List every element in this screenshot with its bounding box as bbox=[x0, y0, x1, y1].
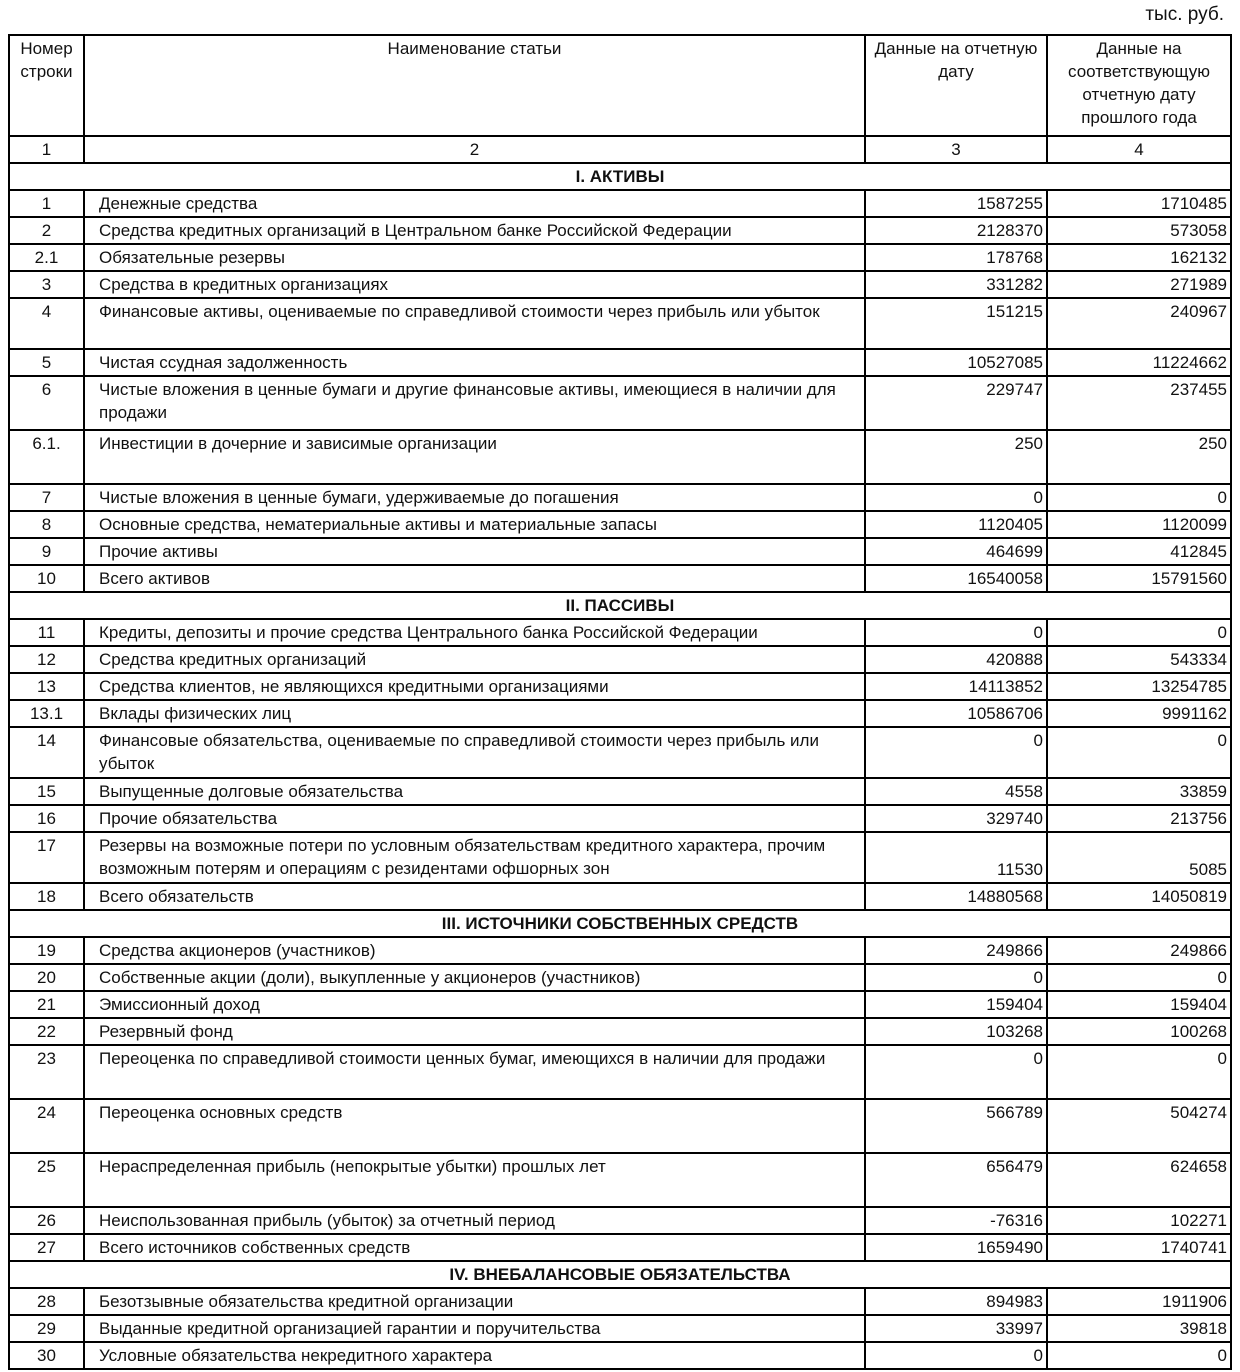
header-previous-year: Данные на соответствующую отчетную дату прошлого года bbox=[1047, 35, 1231, 136]
table-row bbox=[9, 619, 1231, 646]
previous-value: 162132 bbox=[1047, 244, 1231, 271]
table-row bbox=[9, 1207, 1231, 1234]
current-value: 894983 bbox=[865, 1288, 1047, 1315]
table-row bbox=[9, 349, 1231, 376]
previous-value: 159404 bbox=[1047, 991, 1231, 1018]
row-number: 16 bbox=[9, 805, 84, 832]
previous-value: 102271 bbox=[1047, 1207, 1231, 1234]
row-number: 17 bbox=[9, 832, 84, 883]
item-name: Всего обязательств bbox=[84, 883, 865, 910]
table-row bbox=[9, 1342, 1231, 1369]
item-name: Неиспользованная прибыль (убыток) за отчетный период bbox=[84, 1207, 865, 1234]
row-number: 8 bbox=[9, 511, 84, 538]
item-name: Прочие обязательства bbox=[84, 805, 865, 832]
table-row bbox=[9, 565, 1231, 592]
item-name: Денежные средства bbox=[84, 190, 865, 217]
row-number: 6 bbox=[9, 376, 84, 430]
current-value: 0 bbox=[865, 727, 1047, 778]
previous-value: 504274 bbox=[1047, 1099, 1231, 1153]
table-row bbox=[9, 484, 1231, 511]
item-name: Средства клиентов, не являющихся кредитными организациями bbox=[84, 673, 865, 700]
row-number: 5 bbox=[9, 349, 84, 376]
item-name: Переоценка основных средств bbox=[84, 1099, 865, 1153]
item-name: Средства акционеров (участников) bbox=[84, 937, 865, 964]
item-name: Резервный фонд bbox=[84, 1018, 865, 1045]
current-value: 229747 bbox=[865, 376, 1047, 430]
current-value: 250 bbox=[865, 430, 1047, 484]
previous-value: 237455 bbox=[1047, 376, 1231, 430]
row-number: 20 bbox=[9, 964, 84, 991]
previous-value: 1740741 bbox=[1047, 1234, 1231, 1261]
column-number: 3 bbox=[865, 136, 1047, 163]
current-value: 10586706 bbox=[865, 700, 1047, 727]
table-row bbox=[9, 727, 1231, 778]
previous-value: 573058 bbox=[1047, 217, 1231, 244]
column-number-row bbox=[9, 136, 1231, 163]
table-row bbox=[9, 937, 1231, 964]
table-body bbox=[9, 163, 1231, 1369]
item-name: Всего активов bbox=[84, 565, 865, 592]
row-number: 22 bbox=[9, 1018, 84, 1045]
row-number: 7 bbox=[9, 484, 84, 511]
current-value: 16540058 bbox=[865, 565, 1047, 592]
current-value: 329740 bbox=[865, 805, 1047, 832]
row-number: 15 bbox=[9, 778, 84, 805]
current-value: 0 bbox=[865, 1342, 1047, 1369]
column-number: 4 bbox=[1047, 136, 1231, 163]
item-name: Чистые вложения в ценные бумаги, удерживаемые до погашения bbox=[84, 484, 865, 511]
header-row-number: Номер строки bbox=[9, 35, 84, 136]
previous-value: 9991162 bbox=[1047, 700, 1231, 727]
row-number: 24 bbox=[9, 1099, 84, 1153]
table-row bbox=[9, 1099, 1231, 1153]
table-row bbox=[9, 1018, 1231, 1045]
row-number: 10 bbox=[9, 565, 84, 592]
table-row bbox=[9, 511, 1231, 538]
previous-value: 240967 bbox=[1047, 298, 1231, 349]
table-row bbox=[9, 271, 1231, 298]
row-number: 18 bbox=[9, 883, 84, 910]
section-header-row bbox=[9, 163, 1231, 190]
item-name: Средства в кредитных организациях bbox=[84, 271, 865, 298]
header-item-name: Наименование статьи bbox=[84, 35, 865, 136]
row-number: 13.1 bbox=[9, 700, 84, 727]
current-value: 159404 bbox=[865, 991, 1047, 1018]
previous-value: 1120099 bbox=[1047, 511, 1231, 538]
current-value: 464699 bbox=[865, 538, 1047, 565]
row-number: 19 bbox=[9, 937, 84, 964]
item-name: Средства кредитных организаций в Центральном банке Российской Федерации bbox=[84, 217, 865, 244]
item-name: Выпущенные долговые обязательства bbox=[84, 778, 865, 805]
previous-value: 0 bbox=[1047, 619, 1231, 646]
current-value: 0 bbox=[865, 964, 1047, 991]
column-number: 2 bbox=[84, 136, 865, 163]
current-value: 2128370 bbox=[865, 217, 1047, 244]
previous-value: 11224662 bbox=[1047, 349, 1231, 376]
item-name: Выданные кредитной организацией гарантии и поручительства bbox=[84, 1315, 865, 1342]
table-row bbox=[9, 376, 1231, 430]
table-row bbox=[9, 1288, 1231, 1315]
current-value: 0 bbox=[865, 1045, 1047, 1099]
current-value: 4558 bbox=[865, 778, 1047, 805]
table-row bbox=[9, 538, 1231, 565]
previous-value: 0 bbox=[1047, 727, 1231, 778]
previous-value: 250 bbox=[1047, 430, 1231, 484]
item-name: Вклады физических лиц bbox=[84, 700, 865, 727]
table-row bbox=[9, 991, 1231, 1018]
table-row bbox=[9, 832, 1231, 883]
row-number: 12 bbox=[9, 646, 84, 673]
row-number: 9 bbox=[9, 538, 84, 565]
units-label: тыс. руб. bbox=[1145, 4, 1224, 25]
current-value: -76316 bbox=[865, 1207, 1047, 1234]
current-value: 1587255 bbox=[865, 190, 1047, 217]
row-number: 27 bbox=[9, 1234, 84, 1261]
previous-value: 15791560 bbox=[1047, 565, 1231, 592]
item-name: Всего источников собственных средств bbox=[84, 1234, 865, 1261]
section-title: II. ПАССИВЫ bbox=[9, 592, 1231, 619]
item-name: Собственные акции (доли), выкупленные у акционеров (участников) bbox=[84, 964, 865, 991]
item-name: Основные средства, нематериальные активы и материальные запасы bbox=[84, 511, 865, 538]
table-row bbox=[9, 1315, 1231, 1342]
row-number: 1 bbox=[9, 190, 84, 217]
section-title: I. АКТИВЫ bbox=[9, 163, 1231, 190]
previous-value: 624658 bbox=[1047, 1153, 1231, 1207]
previous-value: 0 bbox=[1047, 484, 1231, 511]
item-name: Нераспределенная прибыль (непокрытые убытки) прошлых лет bbox=[84, 1153, 865, 1207]
row-number: 2.1 bbox=[9, 244, 84, 271]
item-name: Средства кредитных организаций bbox=[84, 646, 865, 673]
previous-value: 39818 bbox=[1047, 1315, 1231, 1342]
current-value: 33997 bbox=[865, 1315, 1047, 1342]
current-value: 10527085 bbox=[865, 349, 1047, 376]
balance-sheet-table bbox=[8, 34, 1232, 1370]
item-name: Условные обязательства некредитного характера bbox=[84, 1342, 865, 1369]
current-value: 566789 bbox=[865, 1099, 1047, 1153]
previous-value: 1710485 bbox=[1047, 190, 1231, 217]
previous-value: 0 bbox=[1047, 1342, 1231, 1369]
current-value: 11530 bbox=[865, 832, 1047, 883]
item-name: Прочие активы bbox=[84, 538, 865, 565]
row-number: 14 bbox=[9, 727, 84, 778]
current-value: 0 bbox=[865, 484, 1047, 511]
row-number: 25 bbox=[9, 1153, 84, 1207]
table-row bbox=[9, 646, 1231, 673]
previous-value: 412845 bbox=[1047, 538, 1231, 565]
previous-value: 0 bbox=[1047, 1045, 1231, 1099]
row-number: 3 bbox=[9, 271, 84, 298]
row-number: 23 bbox=[9, 1045, 84, 1099]
table-row bbox=[9, 673, 1231, 700]
item-name: Безотзывные обязательства кредитной организации bbox=[84, 1288, 865, 1315]
item-name: Переоценка по справедливой стоимости ценных бумаг, имеющихся в наличии для продажи bbox=[84, 1045, 865, 1099]
current-value: 1120405 bbox=[865, 511, 1047, 538]
current-value: 178768 bbox=[865, 244, 1047, 271]
previous-value: 5085 bbox=[1047, 832, 1231, 883]
row-number: 2 bbox=[9, 217, 84, 244]
table-row bbox=[9, 778, 1231, 805]
previous-value: 13254785 bbox=[1047, 673, 1231, 700]
current-value: 14880568 bbox=[865, 883, 1047, 910]
row-number: 29 bbox=[9, 1315, 84, 1342]
table-row bbox=[9, 1234, 1231, 1261]
current-value: 103268 bbox=[865, 1018, 1047, 1045]
section-header-row bbox=[9, 910, 1231, 937]
table-row bbox=[9, 298, 1231, 349]
section-title: IV. ВНЕБАЛАНСОВЫЕ ОБЯЗАТЕЛЬСТВА bbox=[9, 1261, 1231, 1288]
table-row bbox=[9, 217, 1231, 244]
table-row bbox=[9, 700, 1231, 727]
previous-value: 14050819 bbox=[1047, 883, 1231, 910]
row-number: 6.1. bbox=[9, 430, 84, 484]
table-row bbox=[9, 1153, 1231, 1207]
previous-value: 33859 bbox=[1047, 778, 1231, 805]
current-value: 151215 bbox=[865, 298, 1047, 349]
row-number: 28 bbox=[9, 1288, 84, 1315]
section-header-row bbox=[9, 592, 1231, 619]
row-number: 26 bbox=[9, 1207, 84, 1234]
row-number: 30 bbox=[9, 1342, 84, 1369]
table-row bbox=[9, 1045, 1231, 1099]
previous-value: 100268 bbox=[1047, 1018, 1231, 1045]
section-header-row bbox=[9, 1261, 1231, 1288]
table-row bbox=[9, 964, 1231, 991]
table-row bbox=[9, 805, 1231, 832]
current-value: 0 bbox=[865, 619, 1047, 646]
previous-value: 1911906 bbox=[1047, 1288, 1231, 1315]
header-current-date: Данные на отчетную дату bbox=[865, 35, 1047, 136]
item-name: Чистая ссудная задолженность bbox=[84, 349, 865, 376]
item-name: Резервы на возможные потери по условным обязательствам кредитного характера, прочим возможным потерям и операциям с резидентами офшорных зон bbox=[84, 832, 865, 883]
item-name: Финансовые активы, оцениваемые по справедливой стоимости через прибыль или убыток bbox=[84, 298, 865, 349]
previous-value: 249866 bbox=[1047, 937, 1231, 964]
previous-value: 543334 bbox=[1047, 646, 1231, 673]
table-row bbox=[9, 430, 1231, 484]
row-number: 13 bbox=[9, 673, 84, 700]
current-value: 14113852 bbox=[865, 673, 1047, 700]
previous-value: 213756 bbox=[1047, 805, 1231, 832]
table-row bbox=[9, 190, 1231, 217]
table-header bbox=[9, 35, 1231, 163]
previous-value: 271989 bbox=[1047, 271, 1231, 298]
table-row bbox=[9, 883, 1231, 910]
item-name: Кредиты, депозиты и прочие средства Центрального банка Российской Федерации bbox=[84, 619, 865, 646]
column-number: 1 bbox=[9, 136, 84, 163]
item-name: Инвестиции в дочерние и зависимые организации bbox=[84, 430, 865, 484]
previous-value: 0 bbox=[1047, 964, 1231, 991]
current-value: 420888 bbox=[865, 646, 1047, 673]
item-name: Чистые вложения в ценные бумаги и другие финансовые активы, имеющиеся в наличии для продажи bbox=[84, 376, 865, 430]
row-number: 11 bbox=[9, 619, 84, 646]
item-name: Финансовые обязательства, оцениваемые по справедливой стоимости через прибыль или убыток bbox=[84, 727, 865, 778]
current-value: 249866 bbox=[865, 937, 1047, 964]
current-value: 331282 bbox=[865, 271, 1047, 298]
current-value: 656479 bbox=[865, 1153, 1047, 1207]
row-number: 21 bbox=[9, 991, 84, 1018]
row-number: 4 bbox=[9, 298, 84, 349]
item-name: Обязательные резервы bbox=[84, 244, 865, 271]
current-value: 1659490 bbox=[865, 1234, 1047, 1261]
table-row bbox=[9, 244, 1231, 271]
section-title: III. ИСТОЧНИКИ СОБСТВЕННЫХ СРЕДСТВ bbox=[9, 910, 1231, 937]
item-name: Эмиссионный доход bbox=[84, 991, 865, 1018]
